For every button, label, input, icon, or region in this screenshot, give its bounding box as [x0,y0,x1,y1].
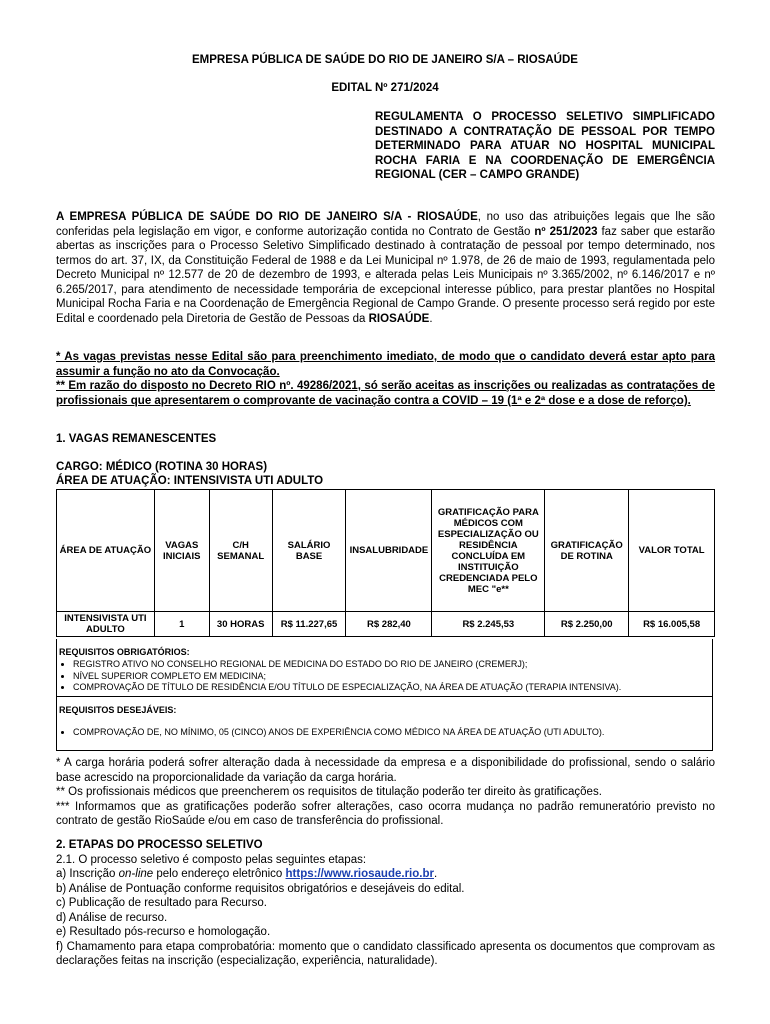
note-2: ** Em razão do disposto no Decreto RIO nº. 49286/2021, só serão aceitas as inscrições ou realizadas as contratações de profissionais que apresentarem o comprovante de vacinação contra a COVID – 19 (1ª e 2ª dose e a dose de reforço). [56,380,715,407]
table-cell: INTENSIVISTA UTI ADULTO [57,612,155,637]
list-item: • COMPROVAÇÃO DE TÍTULO DE RESIDÊNCIA E/OU TÍTULO DE ESPECIALIZAÇÃO, NA ÁREA DE ATUAÇÃO (TERAPIA INTENSIVA). [73,682,712,694]
intro-paragraph [56,210,715,326]
table-header: VALOR TOTAL [629,490,715,612]
step-a-prefix: a) Inscrição [56,868,119,880]
table-header: SALÁRIO BASE [272,490,346,612]
intro-end: . [429,312,433,325]
table-cell: 30 HORAS [209,612,272,637]
edital-number: EDITAL Nº 271/2024 [331,82,439,94]
requisitos-desejaveis [56,697,713,751]
intro-text-1: , no uso das atribuições legais que lhe são conferidas pela legislação em vigor, e conforme autorização contida no Contrato de Gestão [56,211,715,238]
area-title: ÁREA DE ATUAÇÃO: INTENSIVISTA UTI ADULTO [56,474,324,487]
riosaude-link[interactable]: https://www.riosaude.rio.br [285,868,434,880]
table-header: GRATIFICAÇÃO PARA MÉDICOS COM ESPECIALIZAÇÃO OU RESIDÊNCIA CONCLUÍDA EM INSTITUIÇÃO CREDENCIADA PELO MEC "e** [432,490,545,612]
vagas-table [56,489,715,637]
footnote-2: ** Os profissionais médicos que preencherem os requisitos de titulação poderão ter direito às gratificações. [56,786,602,798]
table-cell: R$ 2.250,00 [545,612,629,637]
section-2-title: 2. ETAPAS DO PROCESSO SELETIVO [56,839,263,851]
footnote-3: *** Informamos que as gratificações poderão sofrer alterações, caso ocorra mudança no padrão remuneratório previsto no contrato de gestão RioSaúde e/ou em caso de transferência do profissional. [56,800,715,827]
step-a [56,867,715,882]
contract-number: nº 251/2023 [534,225,598,238]
table-cell: R$ 2.245,53 [432,612,545,637]
edital-subject: REGULAMENTA O PROCESSO SELETIVO SIMPLIFICADO DESTINADO A CONTRATAÇÃO DE PESSOAL POR TEMPO DETERMINADO PARA ATUAR NO HOSPITAL MUNICIPAL ROCHA FARIA E NA COORDENAÇÃO DE EMERGÊNCIA REGIONAL (CER – CAMPO GRANDE) [375,111,715,181]
table-header-row [57,490,715,612]
intro-org: RIOSAÚDE [368,312,430,325]
table-header: INSALUBRIDADE [346,490,432,612]
cargo-block [56,461,715,488]
requisitos-obrigatorios-title: REQUISITOS OBRIGATÓRIOS: [59,647,190,657]
notes-block [56,350,715,408]
intro-lead: A EMPRESA PÚBLICA DE SAÚDE DO RIO DE JANEIRO S/A - RIOSAÚDE [56,211,478,223]
table-cell: R$ 11.227,65 [272,612,346,637]
step-a-end: . [433,868,438,880]
table-header: C/H SEMANAL [209,490,272,612]
list-item: • REGISTRO ATIVO NO CONSELHO REGIONAL DE MEDICINA DO ESTADO DO RIO DE JANEIRO (CREMERJ); [73,659,712,671]
step-f: f) Chamamento para etapa comprobatória: momento que o candidato classificado apresenta os documentos que comprovam as declarações feitas na inscrição (especialização, experiência, naturalidade). [56,940,715,967]
step-c: c) Publicação de resultado para Recurso. [56,897,267,909]
step-d: d) Análise de recurso. [56,911,168,924]
list-item: • COMPROVAÇÃO DE, NO MÍNIMO, 05 (CINCO) ANOS DE EXPERIÊNCIA COMO MÉDICO NA ÁREA DE ATUAÇÃO (UTI ADULTO). [73,727,712,739]
table-header: GRATIFICAÇÃO DE ROTINA [545,490,629,612]
table-cell: R$ 16.005,58 [629,612,715,637]
table-header: VAGAS INICIAIS [154,490,209,612]
cargo-title: CARGO: MÉDICO (ROTINA 30 HORAS) [56,461,268,473]
note-1: * As vagas previstas nesse Edital são para preenchimento imediato, de modo que o candidato deverá estar apto para assumir a função no ato da Convocação. [56,351,715,378]
section-1-title: 1. VAGAS REMANESCENTES [56,433,217,445]
section-2 [56,838,715,969]
footnotes [56,756,715,829]
step-a-text: pelo endereço eletrônico [153,868,286,880]
table-cell: R$ 282,40 [346,612,432,637]
table-row [57,612,715,637]
intro-text-2: faz saber que estarão abertas as inscrições para o Processo Seletivo Simplificado destinado à contratação de pessoal por tempo determinado, nos termos do art. 37, IX, da Constituição Federal de 1988 e da Lei Municipal nº 1.978, de 26 de maio de 1993, regulamentada pelo Decreto Municipal nº 12.577 de 20 de dezembro de 1993, e alterada pelas Leis Municipais nº 3.365/2002, nº 6.146/2017 e nº 6.265/2017, para atendimento de necessidade temporária de excepcional interesse público, para prestar plantões no Hospital Municipal Rocha Faria e na Coordenação de Emergência Regional de Campo Grande. O presente processo será regido por este Edital e coordenado pela Diretoria de Gestão de Pessoas da [56,225,715,325]
org-title: EMPRESA PÚBLICA DE SAÚDE DO RIO DE JANEIRO S/A – RIOSAÚDE [192,54,578,66]
step-a-online: on-line [118,868,154,880]
footnote-1: * A carga horária poderá sofrer alteração dada à necessidade da empresa e a disponibilidade do profissional, sendo o salário base acrescido na proporcionalidade da variação da carga horária. [56,757,715,784]
table-header: ÁREA DE ATUAÇÃO [57,490,155,612]
step-e: e) Resultado pós-recurso e homologação. [56,926,271,938]
step-b: b) Análise de Pontuação conforme requisitos obrigatórios e desejáveis do edital. [56,882,465,895]
list-item: • NÍVEL SUPERIOR COMPLETO EM MEDICINA; [73,671,712,683]
table-cell: 1 [154,612,209,637]
section-2-intro: 2.1. O processo seletivo é composto pelas seguintes etapas: [56,853,367,866]
requisitos-obrigatorios [56,639,713,697]
requisitos-desejaveis-title: REQUISITOS DESEJÁVEIS: [59,705,177,715]
requisitos-obrigatorios-list [57,659,712,694]
requisitos-desejaveis-list [57,727,712,739]
